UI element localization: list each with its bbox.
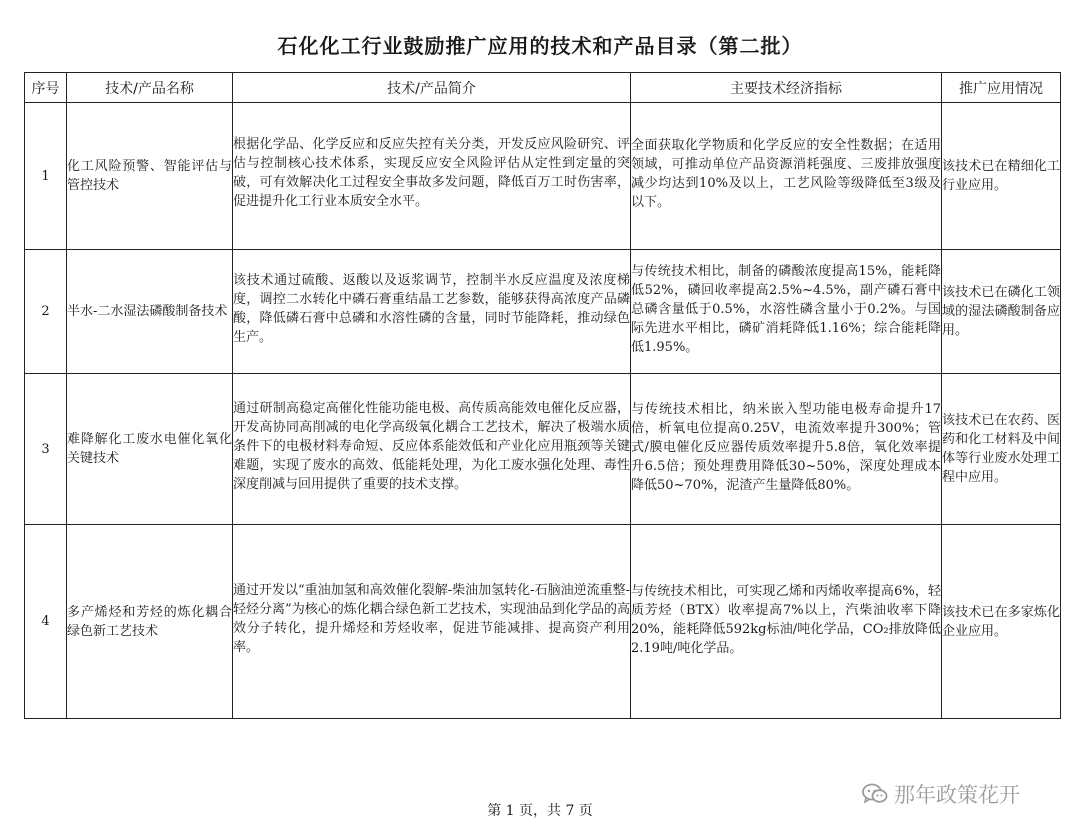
row-application	[942, 525, 1061, 719]
header-indicators: 主要技术经济指标	[631, 73, 942, 103]
row-indicators	[631, 525, 942, 719]
row-intro-text: 通过开发以“重油加氢和高效催化裂解-柴油加氢转化-石脑油逆流重整-轻烃分离”为核心的炼化耦合绿色新工艺技术，实现油品到化学品的高效分子转化，提升烯烃和芳烃收率，促进节能减排、提高资产利用率。	[233, 582, 630, 655]
wechat-icon	[862, 783, 888, 805]
header-application: 推广应用情况	[942, 73, 1061, 103]
row-application-text: 该技术已在农药、医药和化工材料及中间体等行业废水处理工程中应用。	[942, 413, 1060, 485]
page-number: 第 1 页，共 7 页	[487, 803, 593, 819]
row-intro-text: 该技术通过硫酸、返酸以及返浆调节，控制半水反应温度及浓度梯度，调控二水转化中磷石膏重结晶工艺参数，能够获得高浓度产品磷酸，降低磷石膏中总磷和水溶性磷的含量，同时节能降耗，推动绿色生产。	[233, 272, 630, 345]
row-intro	[233, 525, 631, 719]
row-name-text: 半水-二水湿法磷酸制备技术	[67, 304, 228, 319]
row-intro	[233, 374, 631, 525]
row-number: 4	[25, 525, 67, 719]
row-indicators-text: 全面获取化学物质和化学反应的安全性数据；在适用领域，可推动单位产品资源消耗强度、三废排放强度减少均达到10%及以上，工艺风险等级降低至3级及以下。	[631, 138, 941, 210]
table-row	[25, 250, 1061, 374]
watermark-text: 那年政策花开	[894, 783, 1020, 807]
row-number: 1	[25, 103, 67, 250]
row-number: 3	[25, 374, 67, 525]
row-intro	[233, 250, 631, 374]
row-indicators	[631, 103, 942, 250]
row-intro-text: 根据化学品、化学反应和反应失控有关分类，开发反应风险研究、评估与控制核心技术体系，实现反应安全风险评估从定性到定量的突破，可有效解决化工过程安全事故多发问题，降低百万工时伤害率，促进提升化工行业本质安全水平。	[233, 137, 630, 209]
row-application	[942, 103, 1061, 250]
row-application	[942, 374, 1061, 525]
row-name-text: 化工风险预警、智能评估与管控技术	[67, 159, 232, 193]
row-indicators	[631, 250, 942, 374]
row-name	[67, 374, 233, 525]
header-no: 序号	[25, 73, 67, 103]
header-intro: 技术/产品简介	[233, 73, 631, 103]
row-indicators-text: 与传统技术相比，纳米嵌入型功能电极寿命提升17倍，析氧电位提高0.25V，电流效率提升300%；管式/膜电催化反应器传质效率提升5.8倍，氧化效率提升6.5倍；预处理费用降低30~50%，深度处理成本降低50~70%，泥渣产生量降低80%。	[631, 401, 941, 493]
row-name	[67, 250, 233, 374]
row-intro	[233, 103, 631, 250]
table-row	[25, 374, 1061, 525]
row-indicators-text: 与传统技术相比，制备的磷酸浓度提高15%，能耗降低52%，磷回收率提高2.5%~4.5%，副产磷石膏中总磷含量低于0.5%，水溶性磷含量小于0.2%。与国际先进水平相比，磷矿消耗降低1.16%；综合能耗降低1.95%。	[631, 264, 941, 355]
row-number: 2	[25, 250, 67, 374]
row-application-text: 该技术已在磷化工领域的湿法磷酸制备应用。	[942, 285, 1060, 338]
row-application-text: 该技术已在多家炼化企业应用。	[942, 604, 1060, 639]
row-application-text: 该技术已在精细化工行业应用。	[942, 159, 1060, 193]
catalog-table	[24, 72, 1061, 719]
row-name-text: 多产烯烃和芳烃的炼化耦合绿色新工艺技术	[67, 604, 232, 639]
table-header-row	[25, 73, 1061, 103]
table-row	[25, 525, 1061, 719]
row-name	[67, 103, 233, 250]
row-application	[942, 250, 1061, 374]
row-name	[67, 525, 233, 719]
document-title: 石化化工行业鼓励推广应用的技术和产品目录（第二批）	[277, 34, 803, 58]
header-name: 技术/产品名称	[67, 73, 233, 103]
table-row	[25, 103, 1061, 250]
row-intro-text: 通过研制高稳定高催化性能功能电极、高传质高能效电催化反应器，开发高协同高削减的电化学高级氧化耦合工艺技术，解决了极端水质条件下的电极材料寿命短、反应体系能效低和产业化应用瓶颈等关键难题，实现了废水的高效、低能耗处理，为化工废水强化处理、毒性深度削减与回用提供了重要的技术支撑。	[233, 400, 630, 492]
watermark	[862, 779, 1020, 809]
row-name-text: 难降解化工废水电催化氧化关键技术	[67, 432, 232, 466]
row-indicators-text: 与传统技术相比，可实现乙烯和丙烯收率提高6%，轻质芳烃（BTX）收率提高7%以上，汽柴油收率下降20%，能耗降低592kg标油/吨化学品，CO₂排放降低2.19吨/吨化学品。	[631, 583, 941, 656]
row-indicators	[631, 374, 942, 525]
